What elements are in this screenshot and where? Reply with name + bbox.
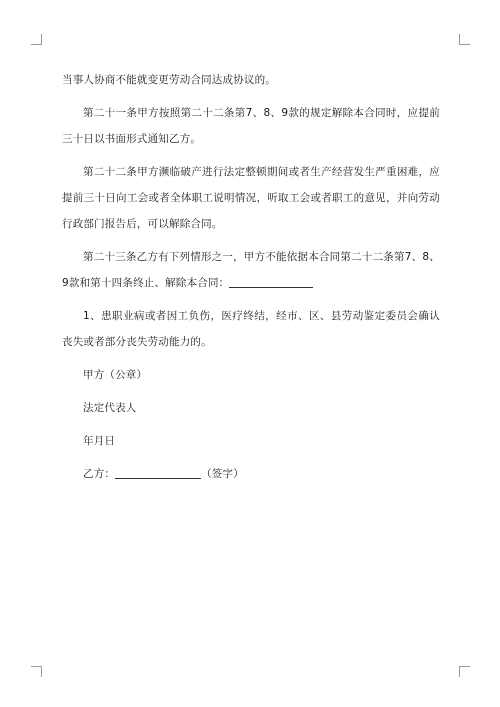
paragraph-text: 1、患职业病或者因工负伤，医疗终结，经市、区、县劳动鉴定委员会确认丧失或者部分丧失劳动能力的。	[62, 310, 440, 348]
legal-rep-label: 法定代表人	[83, 402, 137, 414]
margin-mark-top-left	[31, 34, 42, 45]
paragraph-article-21	[62, 100, 440, 152]
paragraph-text: 第二十一条甲方按照第二十二条第7、8、9款的规定解除本合同时，应提前三十日以书面形式通知乙方。	[62, 107, 440, 145]
signature-party-b	[62, 461, 440, 487]
paragraph-text: 当事人协商不能就变更劳动合同达成协议的。	[62, 74, 276, 86]
signature-legal-rep	[62, 395, 440, 421]
paragraph-article-23	[62, 244, 440, 296]
paragraph-text: 第二十三条乙方有下列情形之一，甲方不能依据本合同第二十二条第7、8、9款和第十四条终止、解除本合同：	[62, 251, 440, 289]
party-a-label: 甲方（公章）	[83, 369, 148, 381]
party-b-label: 乙方：	[83, 468, 116, 480]
date-label: 年月日	[83, 435, 116, 447]
signature-party-a	[62, 362, 440, 388]
paragraph-text: 第二十二条甲方濒临破产进行法定整顿期间或者生产经营发生严重困难，应提前三十日向工会或者全体职工说明情况，听取工会或者职工的意见，并向劳动行政部门报告后，可以解除合同。	[62, 166, 440, 230]
party-b-suffix: （签字）	[201, 468, 244, 480]
paragraph-continuation	[62, 67, 440, 93]
paragraph-item-1	[62, 303, 440, 355]
margin-mark-bottom-right	[459, 666, 470, 677]
document-body	[62, 67, 440, 487]
margin-mark-bottom-left	[31, 666, 42, 677]
paragraph-article-22	[62, 159, 440, 237]
party-b-signature-blank[interactable]	[115, 466, 201, 479]
margin-mark-top-right	[459, 34, 470, 45]
signature-date	[62, 428, 440, 454]
fill-in-blank[interactable]	[229, 275, 313, 288]
